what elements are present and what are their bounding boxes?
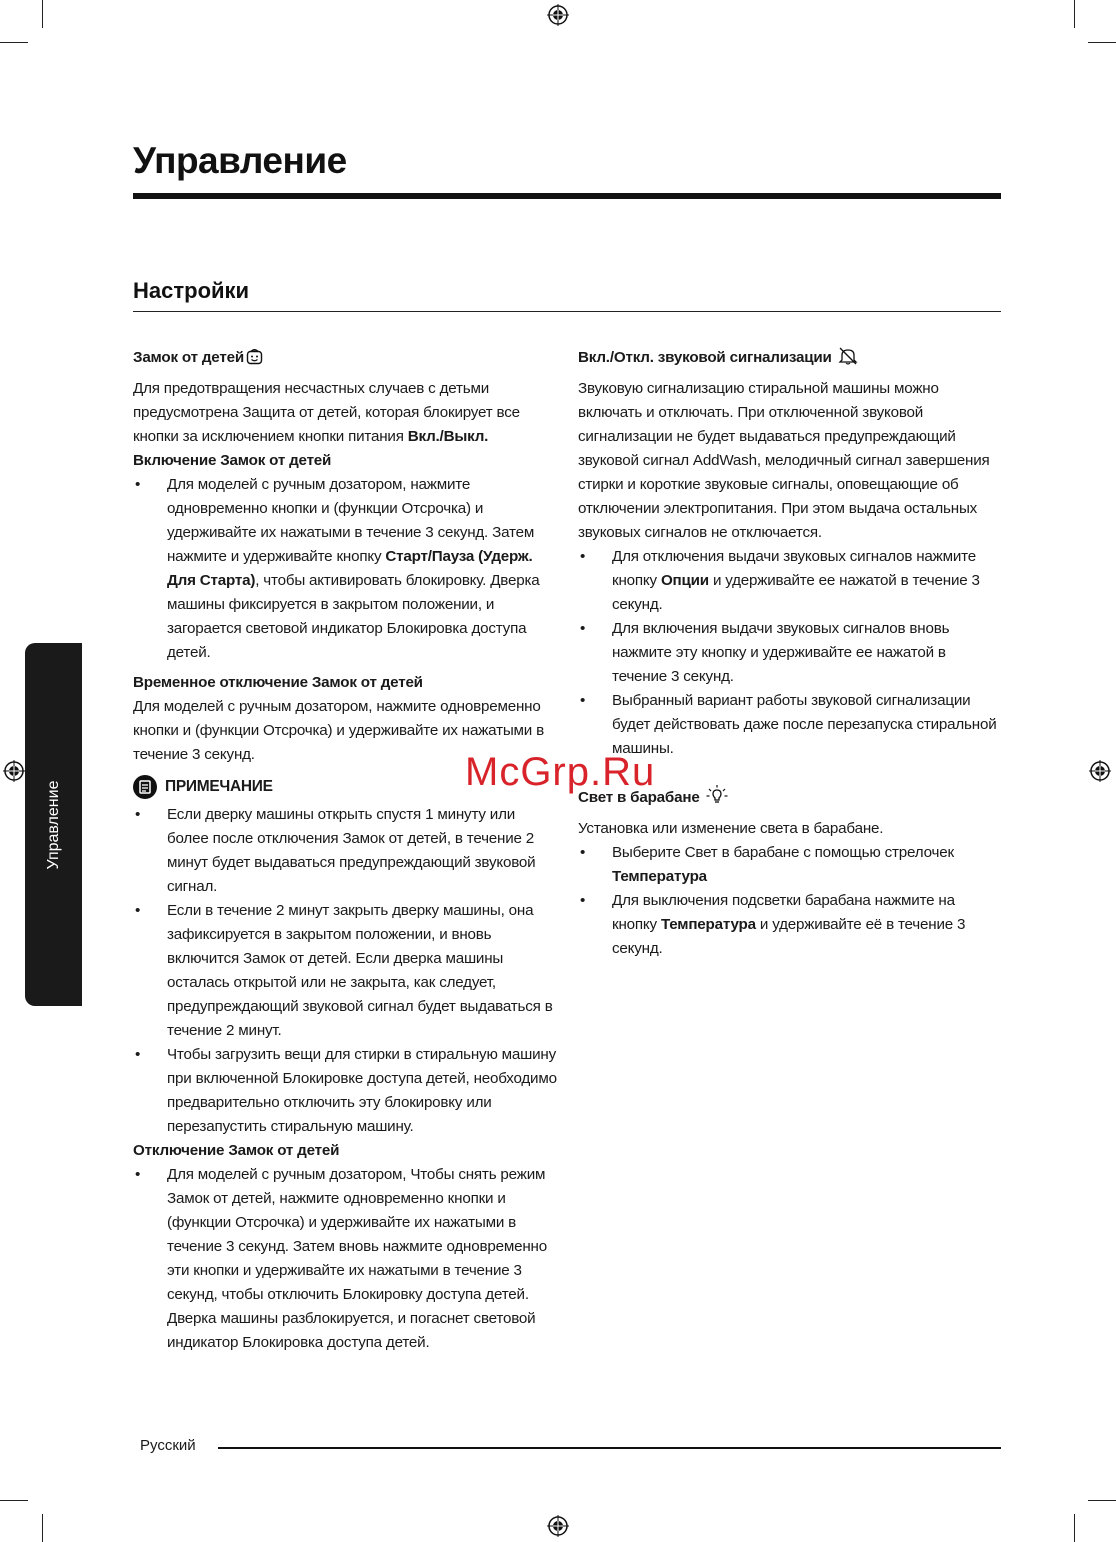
list-item: • Чтобы загрузить вещи для стирки в стиральную машину при включенной Блокировке доступа детей, необходимо предварительно отключить эту блокировку или перезапустить стиральную машину.	[133, 1043, 558, 1139]
list-item-text: и удерживайте её в течение 3 секунд.	[612, 916, 966, 957]
sound-off-icon	[838, 347, 858, 373]
crop-mark	[1074, 0, 1075, 28]
drum-light-list	[578, 841, 1003, 961]
list-item	[578, 841, 1003, 889]
registration-mark-icon	[547, 4, 569, 26]
registration-mark-icon	[547, 1515, 569, 1537]
sound-heading-text: Вкл./Откл. звуковой сигнализации	[578, 349, 832, 366]
temperature-button-label: Температура	[660, 916, 756, 933]
list-item-text: Для выключения подсветки барабана нажмите на кнопку	[612, 892, 955, 933]
child-lock-icon	[246, 348, 263, 373]
list-item-text: Выберите Свет в барабане с помощью стрелочек	[612, 844, 954, 861]
list-item: • Если в течение 2 минут закрыть дверку машины, она зафиксируется в закрытом положении, и вновь включится Замок от детей. Если дверка машины осталась открытой или не закрыта, как следует, предупреждающий звуковой сигнал будет выдаваться в течение 2 минут.	[133, 899, 558, 1043]
enable-list	[133, 473, 558, 665]
drum-light-heading-text: Свет в барабане	[578, 789, 700, 806]
sound-intro: Звуковую сигнализацию стиральной машины можно включать и отключать. При отключенной звуковой сигнализации не будет выдаваться предупреждающий звуковой сигнал AddWash, мелодичный сигнал завершения стирки и короткие звуковые сигналы, оповещающие об отключении электропитания. При этом выдача остальных звуковых сигналов не отключается.	[578, 380, 990, 541]
sound-heading	[578, 346, 1003, 373]
list-item: • Для моделей с ручным дозатором, Чтобы снять режим Замок от детей, нажмите одновременно кнопки и (функции Отсрочка) и удерживайте их нажатыми в течение 3 секунд. Затем вновь нажмите одновременно эти кнопки и удерживайте их нажатыми в течение 3 секунд, чтобы отключить Блокировку доступа детей. Дверка машины разблокируется, и погаснет световой индикатор Блокировка доступа детей.	[133, 1163, 558, 1355]
side-tab	[25, 643, 82, 1006]
list-item	[578, 889, 1003, 961]
crop-mark	[0, 42, 28, 43]
enable-heading: Включение Замок от детей	[133, 452, 332, 469]
section-title: Настройки	[133, 278, 250, 303]
child-lock-intro-text: Для предотвращения несчастных случаев с детьми предусмотрена Защита от детей, которая блокирует все кнопки за исключением кнопки питания	[133, 380, 520, 445]
note-heading: ПРИМЕЧАНИЕ	[165, 778, 273, 795]
title-rule	[133, 193, 1001, 199]
disable-heading: Отключение Замок от детей	[133, 1142, 340, 1159]
drum-light-icon	[706, 785, 728, 813]
list-item-text: Для моделей с ручным дозатором, нажмите одновременно кнопки и (функции Отсрочка) и удерживайте их нажатыми в течение 3 секунд. Затем нажмите и удерживайте кнопку	[167, 476, 535, 565]
section-rule	[133, 311, 1001, 312]
crop-mark	[42, 0, 43, 28]
drum-light-intro: Установка или изменение света в барабане.	[578, 820, 884, 837]
list-item: • Выбранный вариант работы звуковой сигнализации будет действовать даже после перезапуска стиральной машины.	[578, 689, 1003, 761]
start-pause-label: Старт/Пауза (Удерж. Для Старта)	[167, 548, 533, 589]
list-item-text: Для отключения выдачи звуковых сигналов нажмите кнопку	[612, 548, 976, 589]
child-lock-heading	[133, 346, 558, 373]
footer-rule	[218, 1447, 1001, 1449]
list-item: • Если дверку машины открыть спустя 1 минуту или более после отключения Замок от детей, в течение 2 минут будет выдаваться предупреждающий звуковой сигнал.	[133, 803, 558, 899]
left-column	[133, 346, 558, 1355]
page-title: Управление	[133, 140, 347, 181]
child-lock-heading-text: Замок от детей	[133, 349, 244, 366]
list-item	[578, 545, 1003, 617]
note-list	[133, 803, 558, 1139]
footer-language: Русский	[140, 1437, 196, 1454]
crop-mark	[42, 1514, 43, 1542]
registration-mark-icon	[3, 760, 25, 782]
power-button-label: Вкл./Выкл.	[407, 428, 489, 445]
temp-disable-text: Для моделей с ручным дозатором, нажмите одновременно кнопки и (функции Отсрочка) и удерживайте их нажатыми в течение 3 секунд.	[133, 698, 544, 763]
list-item-text: и удерживайте ее нажатой в течение 3 секунд.	[612, 572, 980, 613]
crop-mark	[1088, 1500, 1116, 1501]
crop-mark	[0, 1500, 28, 1501]
side-tab-label: Управление	[44, 780, 62, 869]
crop-mark	[1074, 1514, 1075, 1542]
sound-list	[578, 545, 1003, 761]
disable-list	[133, 1163, 558, 1355]
note-icon	[133, 775, 157, 799]
child-lock-intro	[133, 377, 558, 449]
list-item: • Для включения выдачи звуковых сигналов вновь нажмите эту кнопку и удерживайте ее нажатой в течение 3 секунд.	[578, 617, 1003, 689]
temperature-button-label: Температура	[612, 868, 707, 885]
temp-disable-heading: Временное отключение Замок от детей	[133, 674, 423, 691]
list-item	[133, 473, 558, 665]
right-column	[578, 346, 1003, 961]
crop-mark	[1088, 42, 1116, 43]
list-item-text: , чтобы активировать блокировку. Дверка машины фиксируется в закрытом положении, и загорается световой индикатор Блокировка доступа детей.	[167, 572, 540, 661]
registration-mark-icon	[1089, 760, 1111, 782]
watermark: McGrp.Ru	[465, 750, 656, 794]
options-button-label: Опции	[660, 572, 709, 589]
